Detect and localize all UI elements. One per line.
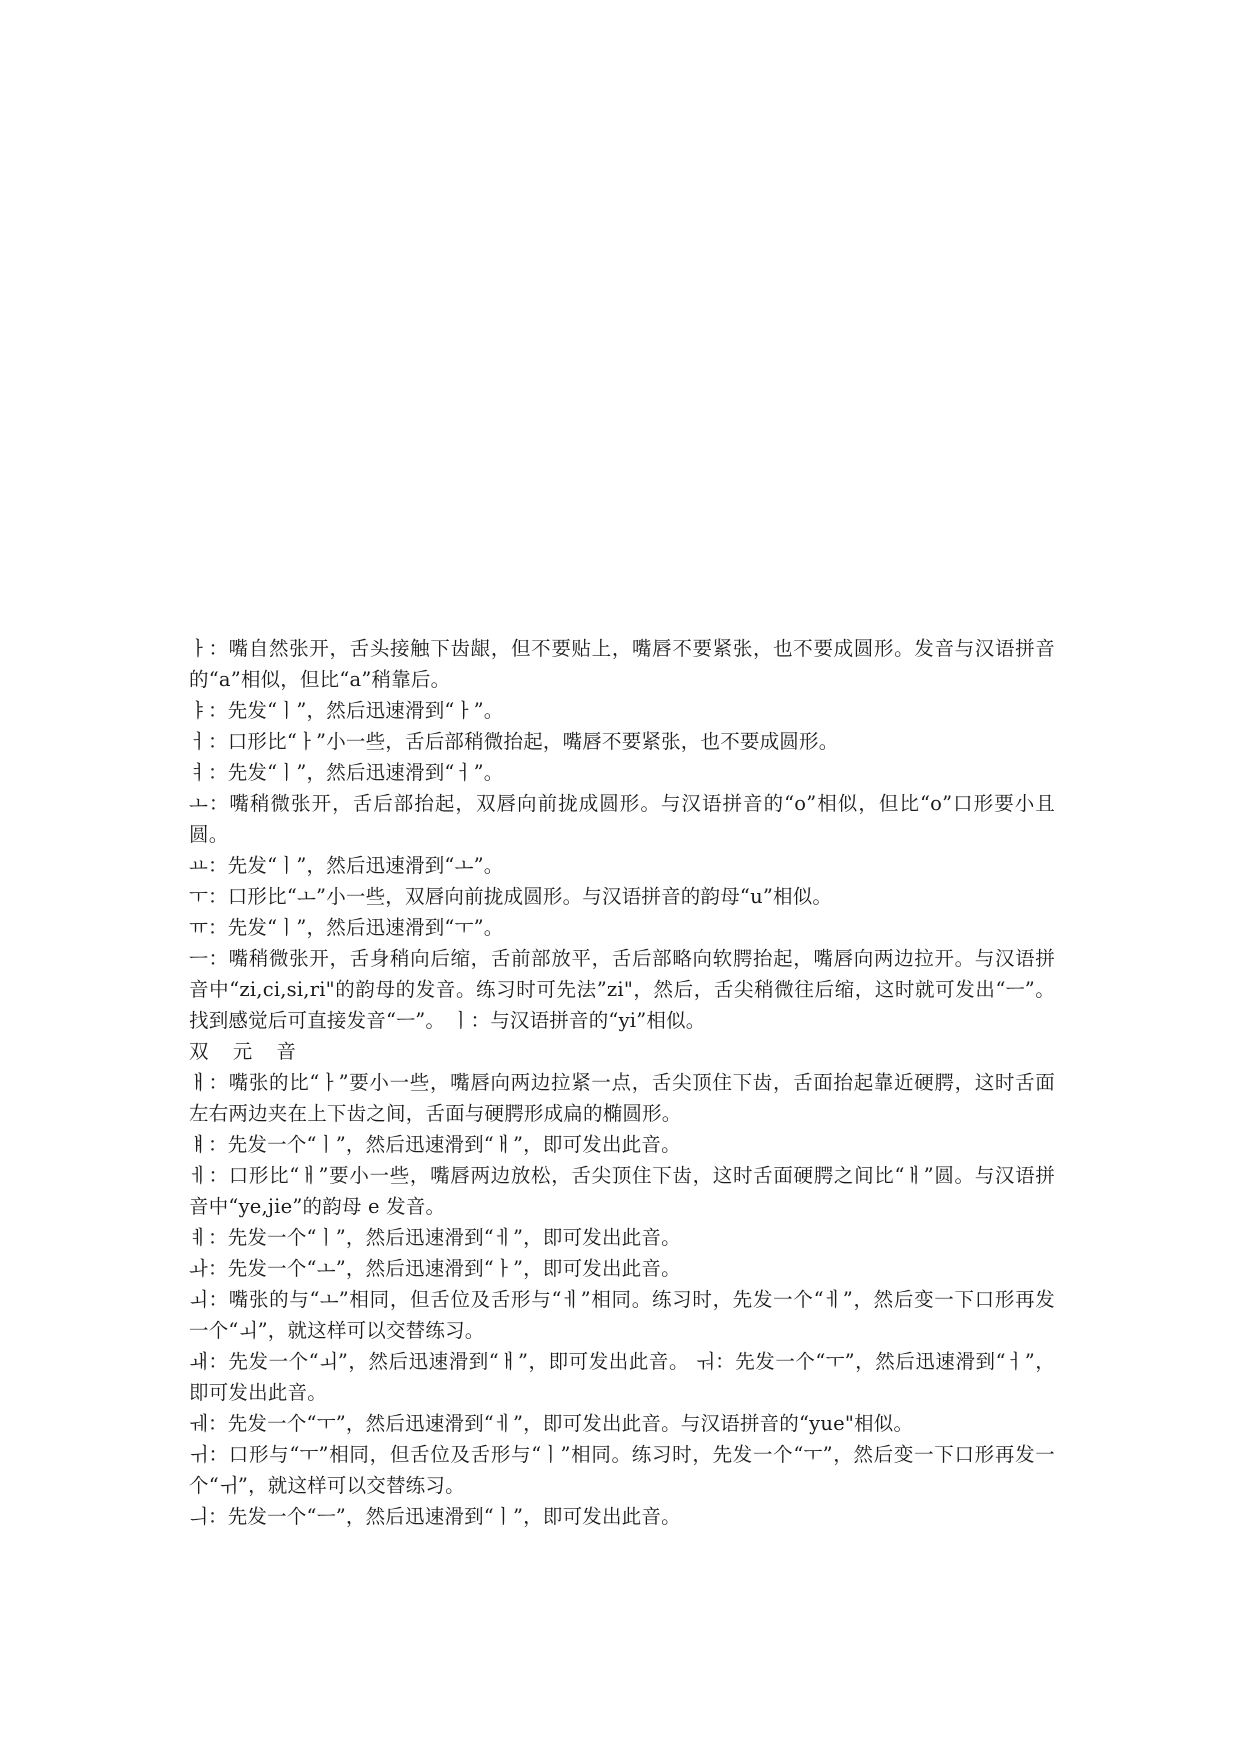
paragraph-e: ㅔ：口形比“ㅐ”要小一些，嘴唇两边放松，舌尖顶住下齿，这时舌面硬腭之间比“ㅐ”圆。与汉语拼音中“ye,jie”的韵母 e 发音。 xyxy=(189,1164,1055,1218)
section-heading-diphthongs: 双 元 音 xyxy=(189,1040,305,1063)
paragraph-o: ㅗ：嘴稍微张开，舌后部抬起，双唇向前拢成圆形。与汉语拼音的“o”相似，但比“o”口形要小且圆。 xyxy=(189,792,1055,846)
paragraph-eo: ㅓ：口形比“ㅏ”小一些，舌后部稍微抬起，嘴唇不要紧张，也不要成圆形。 xyxy=(189,730,839,753)
paragraph-wa: ㅘ：先发一个“ㅗ”，然后迅速滑到“ㅏ”，即可发出此音。 xyxy=(189,1257,681,1280)
paragraph-yae: ㅒ：先发一个“ㅣ”，然后迅速滑到“ㅐ”，即可发出此音。 xyxy=(189,1133,681,1156)
paragraph-we: ㅞ：先发一个“ㅜ”，然后迅速滑到“ㅔ”，即可发出此音。与汉语拼音的“yue"相似。 xyxy=(189,1412,914,1435)
paragraph-u: ㅜ：口形比“ㅗ”小一些，双唇向前拢成圆形。与汉语拼音的韵母“u”相似。 xyxy=(189,885,833,908)
paragraph-ui: ㅢ：先发一个“ㅡ”，然后迅速滑到“ㅣ”，即可发出此音。 xyxy=(189,1505,681,1528)
paragraph-yeo: ㅕ：先发“ㅣ”，然后迅速滑到“ㅓ”。 xyxy=(189,761,504,784)
document-body xyxy=(189,633,1055,1532)
paragraph-ya: ㅑ：先发“ㅣ”，然后迅速滑到“ㅏ”。 xyxy=(189,699,504,722)
paragraph-oe: ㅚ：嘴张的与“ㅗ”相同，但舌位及舌形与“ㅔ”相同。练习时，先发一个“ㅔ”，然后变一下口形再发一个“ㅚ”，就这样可以交替练习。 xyxy=(189,1288,1055,1342)
paragraph-yu: ㅠ：先发“ㅣ”，然后迅速滑到“ㅜ”。 xyxy=(189,916,504,939)
paragraph-wi: ㅟ：口形与“ㅜ”相同，但舌位及舌形与“ㅣ”相同。练习时，先发一个“ㅜ”，然后变一下口形再发一个“ㅟ”，就这样可以交替练习。 xyxy=(189,1443,1055,1497)
paragraph-ae: ㅐ：嘴张的比“ㅏ”要小一些，嘴唇向两边拉紧一点，舌尖顶住下齿，舌面抬起靠近硬腭，这时舌面左右两边夹在上下齿之间，舌面与硬腭形成扁的椭圆形。 xyxy=(189,1071,1055,1125)
paragraph-ye: ㅖ：先发一个“ㅣ”，然后迅速滑到“ㅔ”，即可发出此音。 xyxy=(189,1226,681,1249)
paragraph-a: ㅏ：嘴自然张开，舌头接触下齿龈，但不要贴上，嘴唇不要紧张，也不要成圆形。发音与汉语拼音的“a”相似，但比“a”稍靠后。 xyxy=(189,637,1055,691)
paragraph-wae-wo: ㅙ：先发一个“ㅚ”，然后迅速滑到“ㅐ”，即可发出此音。 ㅝ：先发一个“ㅜ”，然后迅速滑到“ㅓ”，即可发出此音。 xyxy=(189,1350,1055,1404)
paragraph-eu-i: ㅡ：嘴稍微张开，舌身稍向后缩，舌前部放平，舌后部略向软腭抬起，嘴唇向两边拉开。与汉语拼音中“zi,ci,si,ri"的韵母的发音。练习时可先法”zi"，然后，舌尖稍微往后缩，这时就可发出“ㅡ”。找到感觉后可直接发音“ㅡ”。 ㅣ：与汉语拼音的“yi”相似。 xyxy=(189,947,1055,1032)
paragraph-yo: ㅛ：先发“ㅣ”，然后迅速滑到“ㅗ”。 xyxy=(189,854,504,877)
